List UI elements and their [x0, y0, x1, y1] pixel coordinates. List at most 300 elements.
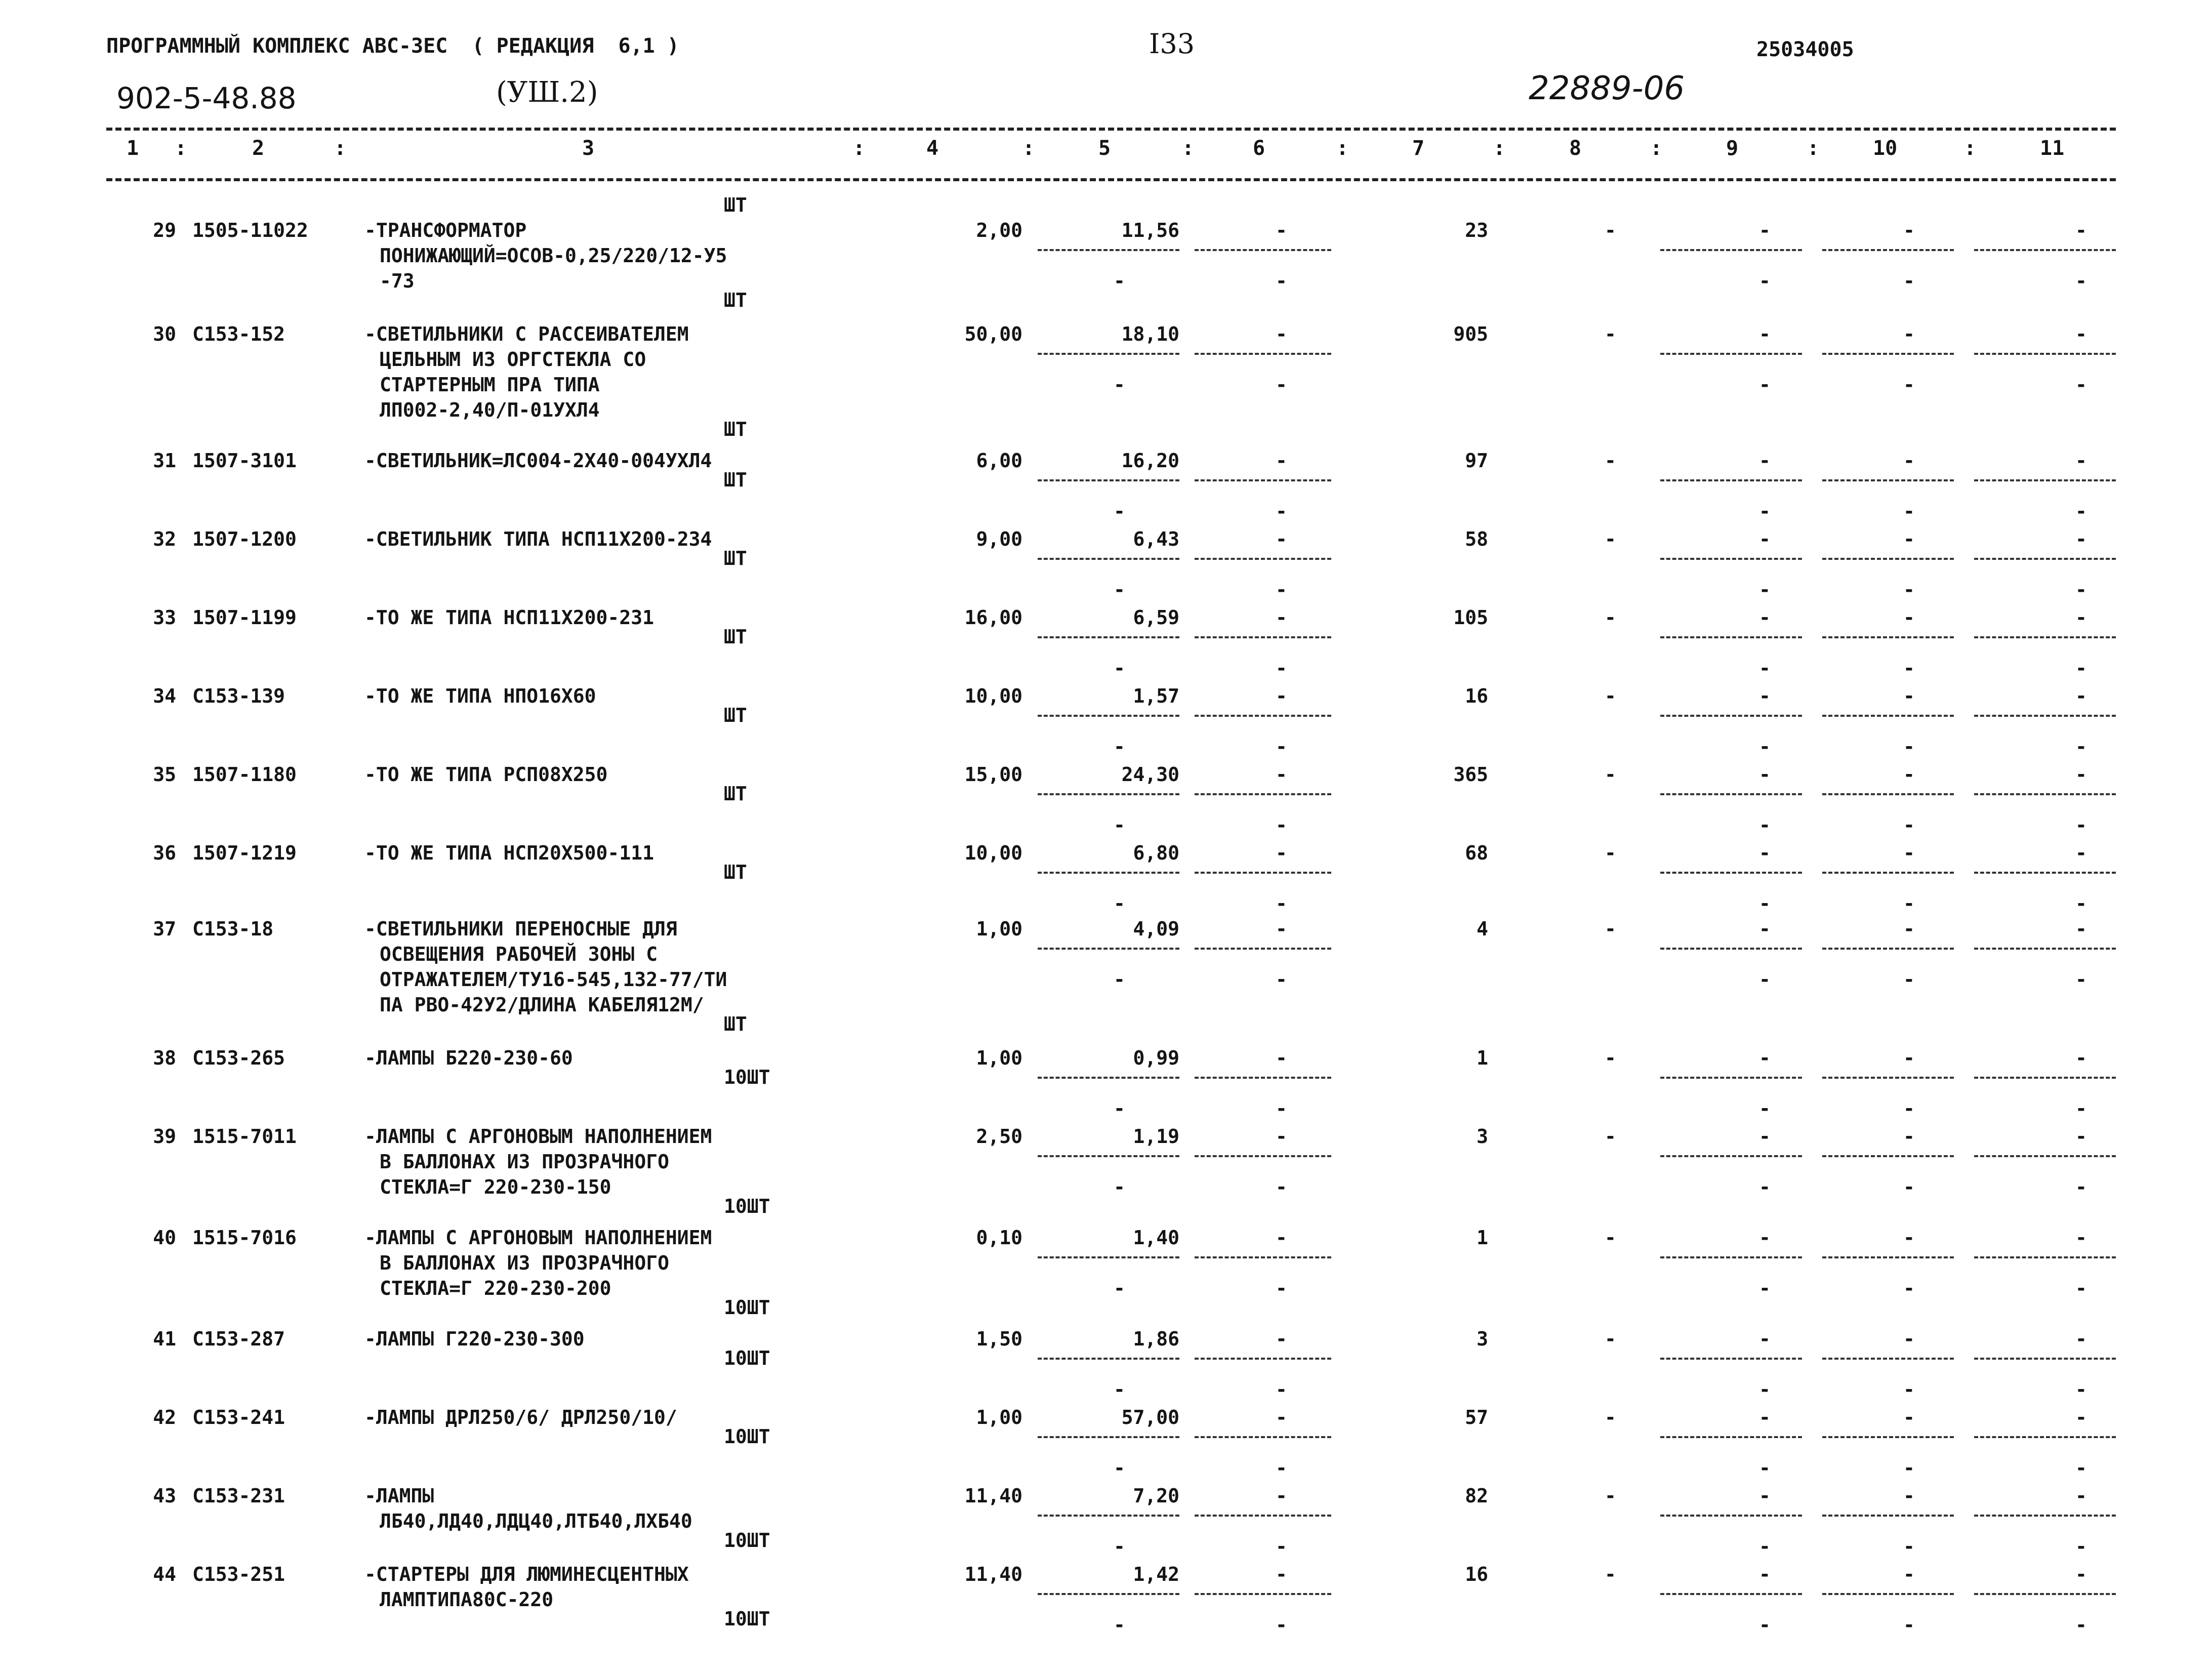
empty-mark: -: [1605, 1227, 1616, 1249]
empty-mark: -: [1759, 1614, 1771, 1636]
row-total: 1: [1477, 1227, 1488, 1249]
cell-divider: [1974, 715, 2116, 717]
cell-divider: [1195, 249, 1331, 251]
column-separator: :: [1650, 137, 1663, 160]
column-number: 9: [1726, 137, 1739, 160]
column-separator: :: [334, 137, 347, 160]
empty-mark: -: [1903, 736, 1915, 758]
row-description-line: ПА РВО-42У2/ДЛИНА КАБЕЛЯ12М/: [380, 994, 704, 1016]
row-code: 1507-1200: [192, 528, 297, 550]
row-total: 3: [1477, 1328, 1488, 1350]
empty-mark: -: [1276, 918, 1287, 940]
cell-divider: [1660, 1256, 1802, 1258]
empty-mark: -: [1276, 657, 1287, 679]
empty-mark: -: [1276, 968, 1287, 991]
cell-divider: [1038, 353, 1179, 355]
row-number: 43: [153, 1485, 176, 1507]
cell-divider: [1974, 793, 2116, 795]
row-description-line: -ЛАМПЫ С АРГОНОВЫМ НАПОЛНЕНИЕМ: [364, 1227, 712, 1249]
row-total: 3: [1477, 1125, 1488, 1148]
empty-mark: -: [2075, 892, 2087, 915]
row-code: С153-287: [192, 1328, 285, 1350]
empty-mark: -: [1759, 606, 1771, 629]
empty-mark: -: [2075, 736, 2087, 758]
empty-mark: -: [1903, 1176, 1915, 1198]
row-total: 105: [1453, 606, 1488, 629]
row-price: 11,56: [1121, 219, 1179, 241]
empty-mark: -: [1903, 1227, 1915, 1249]
row-quantity: 1,00: [976, 1047, 1022, 1069]
empty-mark: -: [1114, 1097, 1125, 1120]
empty-mark: -: [1276, 1563, 1287, 1585]
empty-mark: -: [2075, 763, 2087, 786]
cell-divider: [1195, 1515, 1331, 1517]
empty-mark: -: [1759, 528, 1771, 550]
row-description-line: -ЛАМПЫ С АРГОНОВЫМ НАПОЛНЕНИЕМ: [364, 1125, 712, 1148]
empty-mark: -: [2075, 1406, 2087, 1428]
row-total: 97: [1465, 450, 1488, 472]
cell-divider: [1660, 1593, 1802, 1595]
cell-divider: [1660, 715, 1802, 717]
empty-mark: -: [1903, 1457, 1915, 1479]
cell-divider: [1038, 249, 1179, 251]
empty-mark: -: [1903, 1485, 1915, 1507]
empty-mark: -: [2075, 450, 2087, 472]
row-price: 16,20: [1121, 450, 1179, 472]
cell-divider: [1974, 558, 2116, 560]
cell-divider: [1195, 479, 1331, 481]
cell-divider: [1660, 793, 1802, 795]
cell-divider: [1660, 948, 1802, 950]
page-number: I33: [1149, 28, 1195, 60]
row-number: 34: [153, 685, 176, 707]
row-price: 1,57: [1133, 685, 1179, 707]
cell-divider: [1822, 636, 1954, 638]
row-price: 6,59: [1133, 606, 1179, 629]
row-quantity: 2,50: [976, 1125, 1022, 1148]
row-total: 68: [1465, 842, 1488, 864]
row-description-line: -ТО ЖЕ ТИПА РСП08Х250: [364, 763, 608, 786]
empty-mark: -: [1605, 1406, 1616, 1428]
empty-mark: -: [1759, 270, 1771, 292]
row-price: 0,99: [1133, 1047, 1179, 1069]
empty-mark: -: [1276, 1227, 1287, 1249]
empty-mark: -: [1759, 450, 1771, 472]
cell-divider: [1822, 479, 1954, 481]
cell-divider: [1195, 1256, 1331, 1258]
empty-mark: -: [1114, 1614, 1125, 1636]
empty-mark: -: [1759, 814, 1771, 836]
row-total: 57: [1465, 1406, 1488, 1428]
row-quantity: 0,10: [976, 1227, 1022, 1249]
empty-mark: -: [2075, 814, 2087, 836]
empty-mark: -: [1903, 450, 1915, 472]
empty-mark: -: [1276, 1047, 1287, 1069]
empty-mark: -: [1903, 1535, 1915, 1558]
empty-mark: -: [1276, 685, 1287, 707]
column-separator: :: [1807, 137, 1820, 160]
row-unit: ШТ: [724, 626, 747, 648]
empty-mark: -: [1276, 219, 1287, 241]
column-separator: :: [1022, 137, 1035, 160]
cell-divider: [1195, 948, 1331, 950]
empty-mark: -: [1903, 657, 1915, 679]
cell-divider: [1660, 249, 1802, 251]
project-code: 902-5-48.88: [116, 81, 297, 115]
empty-mark: -: [1276, 892, 1287, 915]
empty-mark: -: [1903, 1378, 1915, 1401]
cell-divider: [1974, 1077, 2116, 1079]
cell-divider: [1822, 1256, 1954, 1258]
row-code: С153-139: [192, 685, 285, 707]
column-number: 11: [2040, 137, 2065, 160]
cell-divider: [1822, 793, 1954, 795]
cell-divider: [1038, 558, 1179, 560]
empty-mark: -: [2075, 1097, 2087, 1120]
empty-mark: -: [2075, 270, 2087, 292]
program-title: ПРОГРАММНЫЙ КОМПЛЕКС АВС-ЗЕС ( РЕДАКЦИЯ 6,1 ): [106, 34, 679, 58]
column-number: 4: [926, 137, 939, 160]
row-unit: ШТ: [724, 783, 747, 805]
cell-divider: [1974, 1256, 2116, 1258]
empty-mark: -: [1114, 1457, 1125, 1479]
empty-mark: -: [2075, 657, 2087, 679]
row-unit: 10ШТ: [724, 1608, 770, 1630]
row-quantity: 1,00: [976, 1406, 1022, 1428]
cell-divider: [1974, 636, 2116, 638]
row-description-line: -ЛАМПЫ Б220-230-60: [364, 1047, 573, 1069]
cell-divider: [1660, 1155, 1802, 1157]
empty-mark: -: [2075, 1535, 2087, 1558]
section-label: (УШ.2): [496, 76, 598, 109]
row-number: 29: [153, 219, 176, 241]
cell-divider: [1660, 479, 1802, 481]
empty-mark: -: [1276, 1125, 1287, 1148]
empty-mark: -: [1276, 1097, 1287, 1120]
empty-mark: -: [1605, 918, 1616, 940]
cell-divider: [1660, 1358, 1802, 1360]
row-number: 44: [153, 1563, 176, 1585]
cell-divider: [1822, 715, 1954, 717]
empty-mark: -: [1903, 1406, 1915, 1428]
empty-mark: -: [1759, 500, 1771, 522]
column-separator: :: [175, 137, 187, 160]
empty-mark: -: [1605, 1485, 1616, 1507]
empty-mark: -: [1276, 450, 1287, 472]
row-code: 1515-7011: [192, 1125, 297, 1148]
row-quantity: 2,00: [976, 219, 1022, 241]
empty-mark: -: [1903, 1563, 1915, 1585]
empty-mark: -: [1903, 579, 1915, 601]
empty-mark: -: [1903, 374, 1915, 396]
row-quantity: 11,40: [964, 1563, 1022, 1585]
row-code: 1507-1219: [192, 842, 297, 864]
table-row: [0, 321, 2212, 440]
row-unit: 10ШТ: [724, 1529, 770, 1551]
empty-mark: -: [1903, 968, 1915, 991]
column-number: 3: [582, 137, 595, 160]
cell-divider: [1195, 558, 1331, 560]
empty-mark: -: [1903, 323, 1915, 345]
empty-mark: -: [2075, 1614, 2087, 1636]
cell-divider: [1195, 1593, 1331, 1595]
empty-mark: -: [1276, 1406, 1287, 1428]
empty-mark: -: [1759, 219, 1771, 241]
cell-divider: [1038, 1358, 1179, 1360]
cell-divider: [1974, 1515, 2116, 1517]
row-unit: 10ШТ: [724, 1425, 770, 1448]
empty-mark: -: [2075, 1176, 2087, 1198]
empty-mark: -: [1759, 1125, 1771, 1148]
empty-mark: -: [1759, 1227, 1771, 1249]
cell-divider: [1660, 353, 1802, 355]
cell-divider: [1038, 636, 1179, 638]
empty-mark: -: [2075, 219, 2087, 241]
empty-mark: -: [1605, 1328, 1616, 1350]
column-number: 10: [1873, 137, 1898, 160]
cell-divider: [1974, 1436, 2116, 1438]
row-total: 16: [1465, 1563, 1488, 1585]
column-number: 6: [1253, 137, 1265, 160]
empty-mark: -: [1114, 1277, 1125, 1299]
empty-mark: -: [1903, 1328, 1915, 1350]
empty-mark: -: [1276, 842, 1287, 864]
row-quantity: 10,00: [964, 685, 1022, 707]
empty-mark: -: [1605, 1563, 1616, 1585]
cell-divider: [1195, 715, 1331, 717]
empty-mark: -: [1114, 814, 1125, 836]
row-number: 35: [153, 763, 176, 786]
empty-mark: -: [1759, 1485, 1771, 1507]
row-unit: ШТ: [724, 861, 747, 883]
empty-mark: -: [2075, 1277, 2087, 1299]
row-description-line: ЛБ40,ЛД40,ЛДЦ40,ЛТБ40,ЛХБ40: [380, 1510, 692, 1532]
row-description-line: ОТРАЖАТЕЛЕМ/ТУ16-545,132-77/ТИ: [380, 968, 727, 991]
row-number: 37: [153, 918, 176, 940]
cell-divider: [1660, 1436, 1802, 1438]
empty-mark: -: [1759, 1328, 1771, 1350]
row-code: С153-152: [192, 323, 285, 345]
empty-mark: -: [1759, 918, 1771, 940]
empty-mark: -: [1276, 579, 1287, 601]
row-total: 1: [1477, 1047, 1488, 1069]
column-separator: :: [853, 137, 866, 160]
row-description-line: ОСВЕЩЕНИЯ РАБОЧЕЙ ЗОНЫ С: [380, 943, 658, 965]
cell-divider: [1822, 1515, 1954, 1517]
cell-divider: [1195, 353, 1331, 355]
empty-mark: -: [2075, 1485, 2087, 1507]
empty-mark: -: [1759, 1277, 1771, 1299]
empty-mark: -: [1276, 323, 1287, 345]
cell-divider: [1038, 1515, 1179, 1517]
cell-divider: [1822, 1436, 1954, 1438]
cell-divider: [1195, 872, 1331, 874]
empty-mark: -: [1114, 968, 1125, 991]
empty-mark: -: [1903, 500, 1915, 522]
row-number: 36: [153, 842, 176, 864]
cell-divider: [1822, 872, 1954, 874]
empty-mark: -: [2075, 1227, 2087, 1249]
cell-divider: [1038, 1256, 1179, 1258]
row-quantity: 9,00: [976, 528, 1022, 550]
cell-divider: [1822, 1358, 1954, 1360]
empty-mark: -: [1759, 1535, 1771, 1558]
empty-mark: -: [1605, 606, 1616, 629]
empty-mark: -: [1276, 1277, 1287, 1299]
row-total: 82: [1465, 1485, 1488, 1507]
empty-mark: -: [2075, 1563, 2087, 1585]
empty-mark: -: [1605, 1125, 1616, 1148]
empty-mark: -: [1114, 657, 1125, 679]
row-price: 1,19: [1133, 1125, 1179, 1148]
handwritten-number: 22889-06: [1529, 70, 1685, 107]
cell-divider: [1660, 558, 1802, 560]
row-description-line: -ЛАМПЫ: [364, 1485, 434, 1507]
row-code: 1507-1199: [192, 606, 297, 629]
empty-mark: -: [1903, 685, 1915, 707]
empty-mark: -: [1903, 918, 1915, 940]
empty-mark: -: [1759, 685, 1771, 707]
empty-mark: -: [1605, 685, 1616, 707]
row-description-line: -ЛАМПЫ Г220-230-300: [364, 1328, 585, 1350]
row-description-line: СТАРТЕРНЫМ ПРА ТИПА: [380, 374, 600, 396]
empty-mark: -: [2075, 323, 2087, 345]
row-total: 365: [1453, 763, 1488, 786]
row-description-line: -СВЕТИЛЬНИКИ С РАССЕИВАТЕЛЕМ: [364, 323, 689, 345]
row-quantity: 11,40: [964, 1485, 1022, 1507]
row-description-line: ЦЕЛЬНЫМ ИЗ ОРГСТЕКЛА СО: [380, 348, 646, 371]
empty-mark: -: [1759, 1176, 1771, 1198]
empty-mark: -: [1759, 1406, 1771, 1428]
empty-mark: -: [1605, 450, 1616, 472]
table-row: [0, 1124, 2212, 1225]
row-price: 1,40: [1133, 1227, 1179, 1249]
row-quantity: 1,50: [976, 1328, 1022, 1350]
empty-mark: -: [2075, 606, 2087, 629]
empty-mark: -: [1903, 1097, 1915, 1120]
empty-mark: -: [2075, 1047, 2087, 1069]
empty-mark: -: [1605, 763, 1616, 786]
row-description-line: -ТО ЖЕ ТИПА НСП11Х200-231: [364, 606, 654, 629]
empty-mark: -: [1903, 814, 1915, 836]
column-number: 1: [127, 137, 139, 160]
row-code: 1505-11022: [192, 219, 308, 241]
cell-divider: [1195, 1155, 1331, 1157]
row-total: 23: [1465, 219, 1488, 241]
empty-mark: -: [1759, 892, 1771, 915]
empty-mark: -: [1759, 323, 1771, 345]
empty-mark: -: [1605, 1047, 1616, 1069]
cell-divider: [1974, 872, 2116, 874]
row-description-line: -СВЕТИЛЬНИК ТИПА НСП11Х200-234: [364, 528, 712, 550]
row-price: 4,09: [1133, 918, 1179, 940]
row-description-line: ПОНИЖАЮЩИЙ=ОСОВ-0,25/220/12-У5: [380, 244, 727, 267]
row-description-line: ЛП002-2,40/П-01УХЛ4: [380, 399, 600, 421]
empty-mark: -: [2075, 842, 2087, 864]
empty-mark: -: [1114, 1378, 1125, 1401]
cell-divider: [1822, 249, 1954, 251]
row-number: 32: [153, 528, 176, 550]
row-number: 30: [153, 323, 176, 345]
cell-divider: [1195, 1436, 1331, 1438]
row-number: 40: [153, 1227, 176, 1249]
empty-mark: -: [1276, 606, 1287, 629]
row-code: С153-265: [192, 1047, 285, 1069]
doc-code: 25034005: [1756, 38, 1854, 61]
empty-mark: -: [1276, 1535, 1287, 1558]
empty-mark: -: [1903, 842, 1915, 864]
row-price: 18,10: [1121, 323, 1179, 345]
empty-mark: -: [1114, 579, 1125, 601]
empty-mark: -: [1903, 528, 1915, 550]
row-price: 1,42: [1133, 1563, 1179, 1585]
empty-mark: -: [2075, 1378, 2087, 1401]
cell-divider: [1822, 1077, 1954, 1079]
row-code: С153-231: [192, 1485, 285, 1507]
row-description-line: -ТО ЖЕ ТИПА НПО16Х60: [364, 685, 596, 707]
empty-mark: -: [1276, 1378, 1287, 1401]
empty-mark: -: [1759, 1097, 1771, 1120]
empty-mark: -: [1903, 1277, 1915, 1299]
empty-mark: -: [1759, 842, 1771, 864]
row-quantity: 50,00: [964, 323, 1022, 345]
row-total: 58: [1465, 528, 1488, 550]
table-row: [0, 1225, 2212, 1326]
table-row: [0, 218, 2212, 319]
empty-mark: -: [1114, 374, 1125, 396]
row-number: 33: [153, 606, 176, 629]
empty-mark: -: [1903, 1614, 1915, 1636]
empty-mark: -: [1903, 270, 1915, 292]
row-unit: 10ШТ: [724, 1347, 770, 1369]
empty-mark: -: [1114, 270, 1125, 292]
row-unit: ШТ: [724, 289, 747, 311]
table-row: [0, 916, 2212, 1035]
row-unit: 10ШТ: [724, 1195, 770, 1217]
empty-mark: -: [1276, 736, 1287, 758]
cell-divider: [1974, 479, 2116, 481]
cell-divider: [1660, 1515, 1802, 1517]
row-description-line: -ЛАМПЫ ДРЛ250/6/ ДРЛ250/10/: [364, 1406, 677, 1428]
row-code: С153-18: [192, 918, 274, 940]
cell-divider: [1038, 1155, 1179, 1157]
column-number: 2: [252, 137, 265, 160]
empty-mark: -: [1759, 1047, 1771, 1069]
row-description-line: -СТАРТЕРЫ ДЛЯ ЛЮМИНЕСЦЕНТНЫХ: [364, 1563, 689, 1585]
empty-mark: -: [1605, 323, 1616, 345]
row-code: 1507-1180: [192, 763, 297, 786]
row-price: 6,80: [1133, 842, 1179, 864]
cell-divider: [1822, 1593, 1954, 1595]
cell-divider: [1974, 1593, 2116, 1595]
column-number: 7: [1412, 137, 1425, 160]
empty-mark: -: [1276, 1457, 1287, 1479]
column-separator: :: [1182, 137, 1195, 160]
empty-mark: -: [1759, 763, 1771, 786]
empty-mark: -: [1276, 814, 1287, 836]
empty-mark: -: [2075, 1328, 2087, 1350]
row-total: 4: [1477, 918, 1488, 940]
cell-divider: [1038, 872, 1179, 874]
cell-divider: [1974, 353, 2116, 355]
cell-divider: [1822, 353, 1954, 355]
column-number: 8: [1569, 137, 1582, 160]
row-total: 905: [1453, 323, 1488, 345]
cell-divider: [1974, 1358, 2116, 1360]
row-description-line: СТЕКЛА=Г 220-230-200: [380, 1277, 611, 1299]
row-unit: ШТ: [724, 547, 747, 569]
empty-mark: -: [1276, 1485, 1287, 1507]
